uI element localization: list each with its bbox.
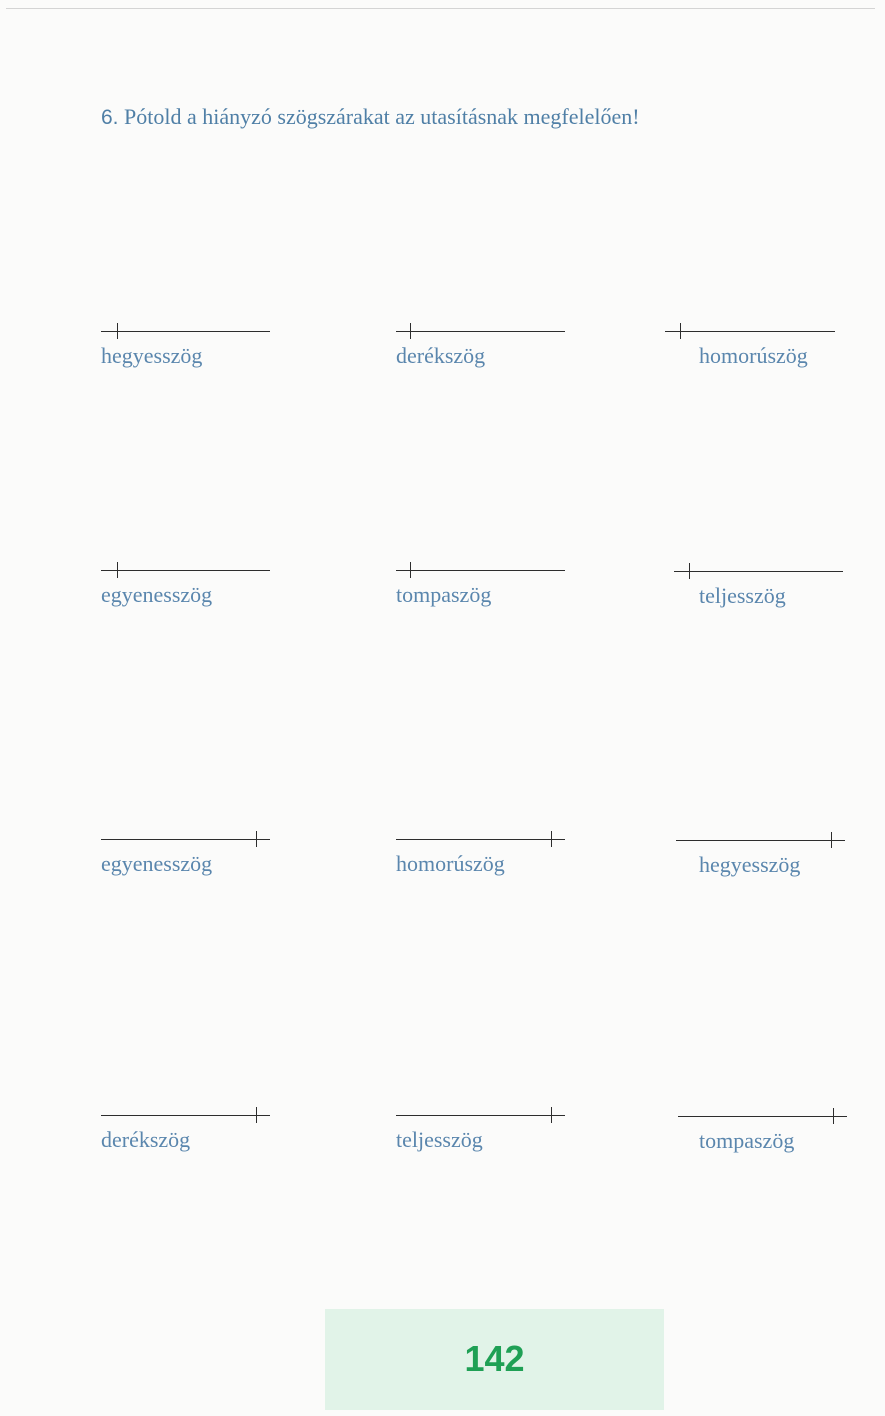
angle-vertex-mark xyxy=(551,1107,552,1123)
angle-vertex-mark xyxy=(256,1107,257,1123)
angle-label: derékszög xyxy=(396,343,486,368)
angle-vertex-mark xyxy=(831,832,832,848)
page-number-box xyxy=(325,1309,664,1410)
angle-vertex-mark xyxy=(551,831,552,847)
exercise-number: 6. xyxy=(101,106,119,129)
angle-ray xyxy=(101,570,270,571)
angle-vertex-mark xyxy=(689,563,690,579)
angle-item[interactable] xyxy=(396,548,596,608)
angle-ray xyxy=(678,1116,847,1117)
angle-ray xyxy=(665,331,835,332)
angle-ray xyxy=(101,839,270,840)
angle-vertex-mark xyxy=(833,1108,834,1124)
angle-ray xyxy=(676,840,845,841)
angle-label: tompaszög xyxy=(699,1128,795,1153)
angle-label: egyenesszög xyxy=(101,851,213,876)
angle-ray xyxy=(101,1115,270,1116)
angle-vertex-mark xyxy=(117,323,118,339)
page-top-edge xyxy=(6,8,875,9)
angle-item[interactable] xyxy=(674,549,874,609)
exercise-title xyxy=(101,104,640,130)
exercise-instruction: Pótold a hiányzó szögszárakat az utasításnak megfelelően! xyxy=(124,104,640,129)
angle-ray xyxy=(674,571,843,572)
angle-label: homorúszög xyxy=(396,851,505,876)
angle-ray xyxy=(396,1115,565,1116)
angle-item[interactable] xyxy=(101,817,301,877)
angle-label: teljesszög xyxy=(699,583,786,608)
angle-item[interactable] xyxy=(396,817,596,877)
angle-label: hegyesszög xyxy=(101,343,203,368)
angle-vertex-mark xyxy=(410,323,411,339)
angle-vertex-mark xyxy=(680,323,681,339)
angle-item[interactable] xyxy=(678,1094,878,1154)
angle-label: hegyesszög xyxy=(699,852,801,877)
angle-item[interactable] xyxy=(101,309,301,369)
page-number: 142 xyxy=(464,1338,525,1379)
angle-item[interactable] xyxy=(396,309,596,369)
angle-ray xyxy=(396,570,565,571)
angle-vertex-mark xyxy=(410,562,411,578)
angle-item[interactable] xyxy=(396,1093,596,1153)
angle-label: egyenesszög xyxy=(101,582,213,607)
angle-vertex-mark xyxy=(256,831,257,847)
angle-label: derékszög xyxy=(101,1127,191,1152)
angle-item[interactable] xyxy=(101,548,301,608)
angle-ray xyxy=(396,839,565,840)
angle-label: tompaszög xyxy=(396,582,492,607)
angle-item[interactable] xyxy=(101,1093,301,1153)
angle-ray xyxy=(101,331,270,332)
angle-item[interactable] xyxy=(665,309,865,369)
angle-ray xyxy=(396,331,565,332)
angle-item[interactable] xyxy=(676,818,876,878)
angle-label: teljesszög xyxy=(396,1127,483,1152)
angle-vertex-mark xyxy=(117,562,118,578)
angle-label: homorúszög xyxy=(699,343,808,368)
